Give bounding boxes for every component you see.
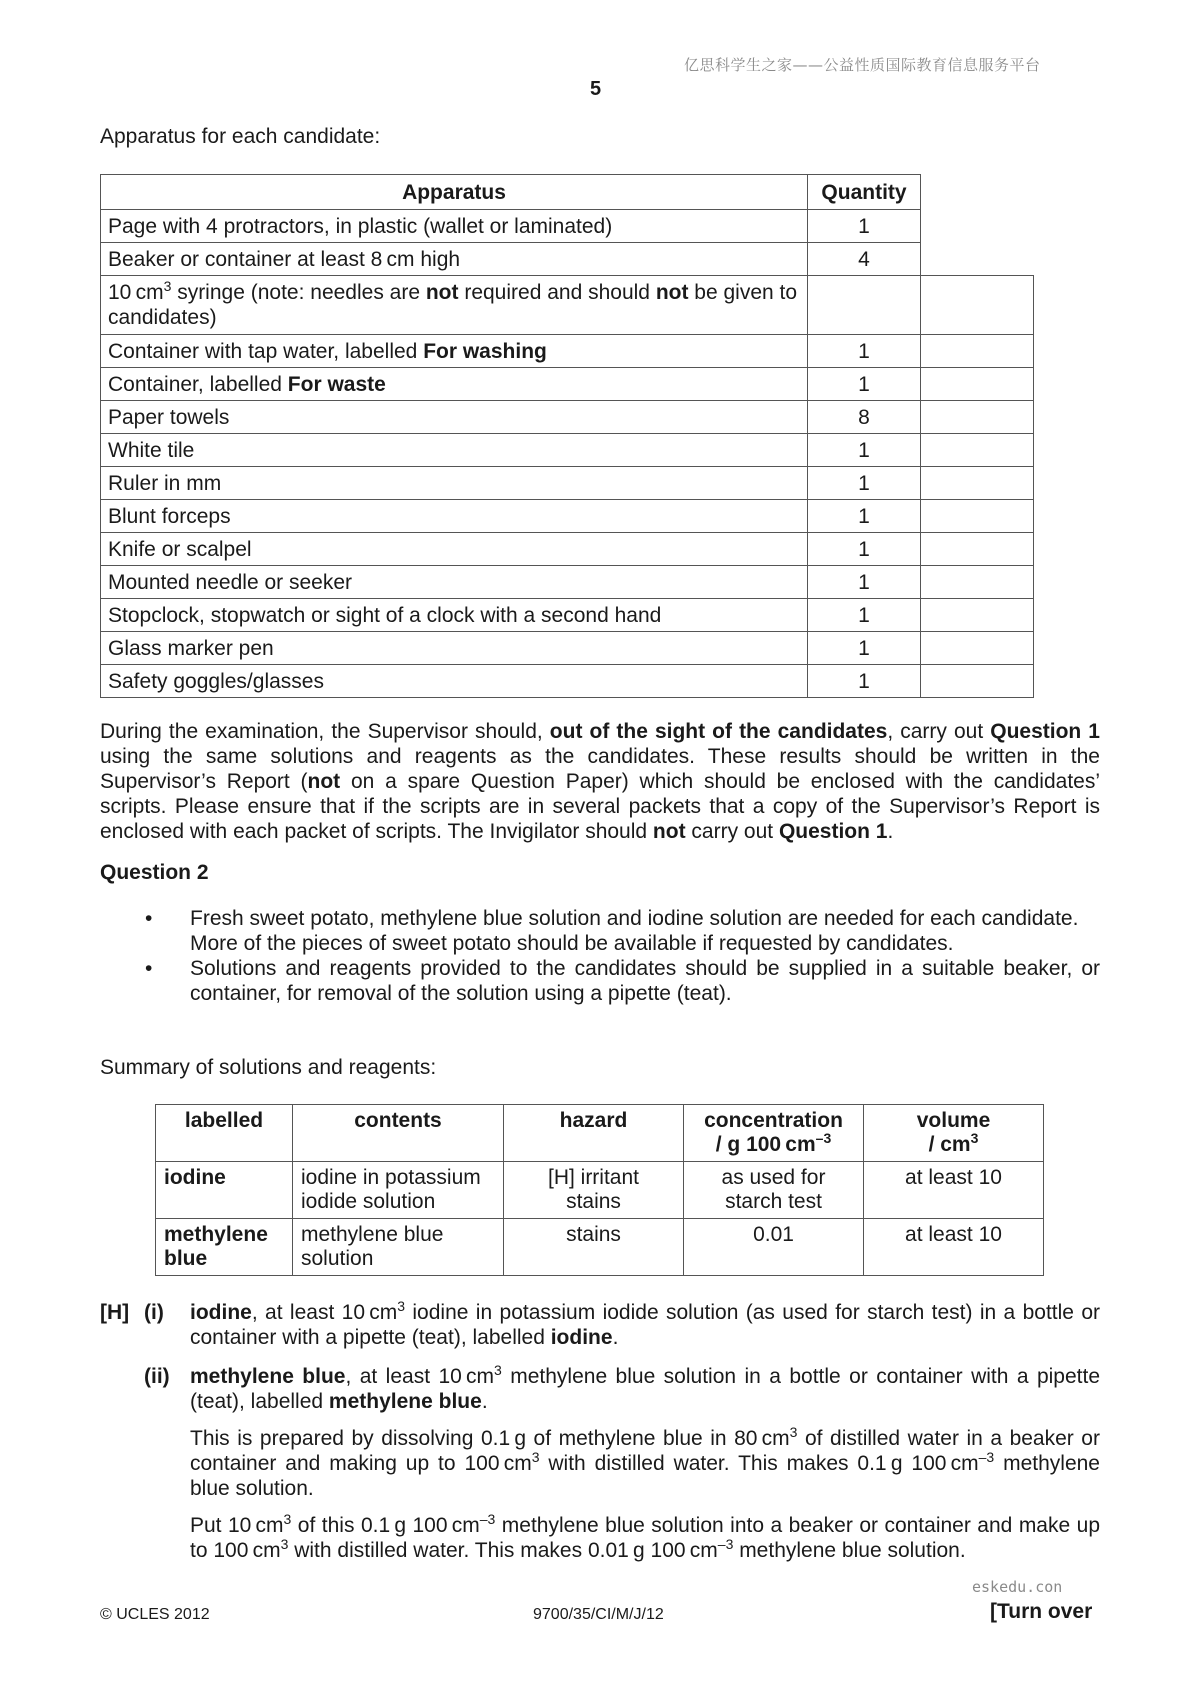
volume-cell: at least 10	[864, 1219, 1044, 1276]
item-text: methylene blue, at least 10 $cm^3$ methylene blue solution in a bottle or container with a pipette (teat), labelled methylene blue.	[190, 1362, 1100, 1413]
bullet-text: Solutions and reagents provided to the candidates should be supplied in a suitable beaker, or container, for removal of the solution using a pipette (teat).	[190, 957, 1100, 1005]
volume-cell: at least 10	[864, 1162, 1044, 1219]
apparatus-cell: Safety goggles/glasses	[101, 665, 808, 698]
quantity-cell: 1	[808, 599, 921, 632]
hazard-column-header: hazard	[504, 1105, 684, 1162]
bullet-icon: •	[145, 957, 153, 980]
item-i	[100, 1300, 1100, 1350]
apparatus-cell: Container, labelled For waste	[101, 368, 808, 401]
preparation-paragraph-1: This is prepared by dissolving 0.1 g of methylene blue in 80 $cm^3$ of distilled water in a beaker or container and making up to 100 $cm^3$ with distilled water. This makes 0.1 g 100 $cm^{-3}$ methylene blue solution.	[190, 1424, 1100, 1500]
item-text: iodine, at least 10 $cm^3$ iodine in potassium iodide solution (as used for starch test) in a bottle or container with a pipette (teat), labelled iodine.	[190, 1298, 1101, 1349]
footer-watermark: eskedu.con	[972, 1578, 1063, 1596]
apparatus-column-header: Apparatus	[101, 175, 808, 210]
quantity-cell: 1	[808, 335, 921, 368]
item-ii	[100, 1364, 1100, 1414]
concentration-cell: 0.01	[684, 1219, 864, 1276]
apparatus-cell: 10 $cm^3$ syringe (note: needles are not required and should not be given to candidates)	[101, 276, 808, 335]
hazard-cell: [H] irritant stains	[504, 1162, 684, 1219]
reagent-table	[155, 1104, 1044, 1276]
quantity-cell: 1	[808, 665, 921, 698]
quantity-cell: 1	[808, 467, 921, 500]
quantity-cell: 4	[808, 243, 921, 276]
quantity-cell: 1	[808, 500, 921, 533]
table-row	[101, 500, 1034, 533]
summary-label: Summary of solutions and reagents:	[100, 1056, 437, 1079]
apparatus-header-row	[101, 175, 1034, 210]
volume-column-header: volume / $cm^3$	[864, 1105, 1044, 1162]
table-row	[101, 665, 1034, 698]
preparation-paragraph-2: Put 10 $cm^3$ of this 0.1 g 100 $cm^{-3}$ methylene blue solution into a beaker or container and make up to 100 $cm^3$ with distilled water. This makes 0.01 g 100 $cm^{-3}$ methylene blue solution.	[190, 1511, 1100, 1562]
quantity-cell: 1	[808, 210, 921, 243]
list-item	[100, 906, 1100, 956]
concentration-cell: as used for starch test	[684, 1162, 864, 1219]
apparatus-cell: Ruler in mm	[101, 467, 808, 500]
apparatus-cell: Stopclock, stopwatch or sight of a clock with a second hand	[101, 599, 808, 632]
copyright: © UCLES 2012	[100, 1606, 210, 1623]
contents-cell: iodine in potassium iodide solution	[293, 1162, 504, 1219]
table-row	[101, 632, 1034, 665]
quantity-cell: 1	[808, 632, 921, 665]
quantity-cell: 1	[808, 533, 921, 566]
apparatus-cell: Page with 4 protractors, in plastic (wallet or laminated)	[101, 210, 808, 243]
table-row	[101, 210, 1034, 243]
apparatus-cell: White tile	[101, 434, 808, 467]
apparatus-cell: Container with tap water, labelled For washing	[101, 335, 808, 368]
labelled-column-header: labelled	[156, 1105, 293, 1162]
quantity-cell: 1	[808, 434, 921, 467]
list-item	[100, 956, 1100, 1006]
page-number: 5	[590, 78, 602, 100]
table-row	[101, 467, 1034, 500]
table-row	[101, 276, 1034, 335]
table-row	[101, 243, 1034, 276]
table-row	[101, 335, 1034, 368]
apparatus-intro: Apparatus for each candidate:	[100, 125, 381, 148]
apparatus-cell: Paper towels	[101, 401, 808, 434]
labelled-cell: methylene blue	[156, 1219, 293, 1276]
hazard-tag: [H]	[100, 1301, 130, 1324]
bullet-text: Fresh sweet potato, methylene blue solution and iodine solution are needed for each candidate.	[190, 907, 1079, 930]
apparatus-cell: Mounted needle or seeker	[101, 566, 808, 599]
apparatus-table	[100, 174, 1034, 698]
item-numeral: (i)	[144, 1301, 164, 1324]
item-numeral: (ii)	[144, 1365, 170, 1388]
contents-column-header: contents	[293, 1105, 504, 1162]
table-row	[101, 599, 1034, 632]
contents-cell: methylene blue solution	[293, 1219, 504, 1276]
bullet-text: More of the pieces of sweet potato should be available if requested by candidates.	[190, 932, 954, 955]
apparatus-cell: Blunt forceps	[101, 500, 808, 533]
table-row	[101, 368, 1034, 401]
table-row	[156, 1219, 1044, 1276]
question-2-heading: Question 2	[100, 861, 209, 884]
apparatus-cell: Knife or scalpel	[101, 533, 808, 566]
hazard-cell: stains	[504, 1219, 684, 1276]
table-row	[101, 401, 1034, 434]
reagent-header-row	[156, 1105, 1044, 1162]
supervisor-paragraph: During the examination, the Supervisor should, out of the sight of the candidates, carry out Question 1 using the same solutions and reagents as the candidates. These results should be written in the Supervisor’s Report (not on a spare Question Paper) which should be enclosed with the candidates’ scripts. Please ensure that if the scripts are in several packets that a copy of the Supervisor’s Report is enclosed with each packet of scripts. The Invigilator should not carry out Question 1.	[100, 720, 1100, 843]
paper-code: 9700/35/CI/M/J/12	[533, 1606, 664, 1623]
header-watermark: 亿思科学生之家——公益性质国际教育信息服务平台	[684, 56, 1041, 74]
table-row	[156, 1162, 1044, 1219]
quantity-cell: 1	[808, 566, 921, 599]
question-2-bullets	[100, 906, 1100, 1006]
turn-over: [Turn over	[990, 1600, 1093, 1623]
concentration-column-header: concentration / g 100 $cm^{-3}$	[684, 1105, 864, 1162]
bullet-icon: •	[145, 907, 153, 930]
quantity-column-header: Quantity	[808, 175, 921, 210]
labelled-cell: iodine	[156, 1162, 293, 1219]
quantity-cell: 1	[808, 368, 921, 401]
quantity-cell: 8	[808, 401, 921, 434]
apparatus-cell: Glass marker pen	[101, 632, 808, 665]
table-row	[101, 434, 1034, 467]
table-row	[101, 566, 1034, 599]
apparatus-cell: Beaker or container at least 8 cm high	[101, 243, 808, 276]
quantity-cell	[808, 276, 921, 335]
table-row	[101, 533, 1034, 566]
